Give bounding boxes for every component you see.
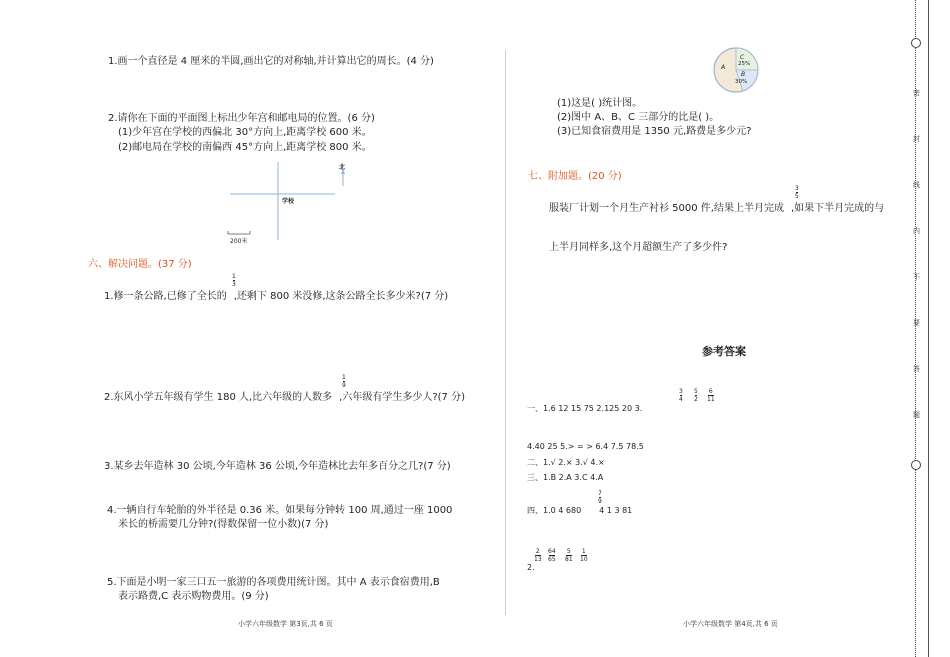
- pie-label-b: B: [741, 71, 746, 78]
- problem-5-line-2: 表示路费,C 表示购物费用。(9 分): [118, 591, 269, 602]
- page-divider: [505, 50, 506, 615]
- section-6-points: (37 分): [158, 259, 192, 270]
- bonus-problem-line-2: 上半月同样多,这个月超额生产了多少件?: [549, 242, 728, 253]
- question-2-part-1: (1)少年宫在学校的西偏北 30°方向上,距离学校 600 米。: [118, 127, 372, 138]
- problem-4-line-2: 米长的桥需要几分钟?(得数保留一位小数)(7 分): [118, 519, 329, 530]
- answer-fraction-8: 1 10: [580, 548, 588, 563]
- binding-char-4: 内: [913, 227, 920, 235]
- binding-hole-bottom: [911, 460, 921, 470]
- answer-fraction-1: 3 4: [679, 388, 683, 403]
- problem-5-line-1: 5.下面是小明一家三口五一旅游的各项费用统计图。其中 A 表示食宿费用,B: [107, 577, 440, 588]
- answer-key-title: 参考答案: [702, 345, 746, 358]
- pie-question-1: (1)这是( )统计图。: [557, 98, 643, 109]
- answer-line-5: [527, 505, 632, 516]
- binding-char-2: 封: [913, 135, 920, 143]
- map-scale-label: 200米: [230, 238, 248, 245]
- problem-1: [104, 287, 448, 302]
- problem-3: 3.某乡去年造林 30 公顷,今年造林 36 公顷,今年造林比去年多百分之几?(7 分): [104, 461, 451, 472]
- bonus-fraction: 3 5: [795, 185, 799, 200]
- problem-2-text-b: ,六年级有学生多少人?(7 分): [339, 392, 466, 403]
- section-7-title: 七、附加题。: [528, 171, 588, 182]
- bonus-text-b: ,如果下半月完成的与: [791, 203, 885, 214]
- problem-2-text-a: 2.东风小学五年级有学生 180 人,比六年级的人数多: [104, 392, 333, 403]
- binding-char-1: 密: [913, 89, 920, 97]
- section-7-points: (20 分): [588, 171, 622, 182]
- answer-line-5-b: 4 1 3 81: [599, 506, 633, 515]
- answer-line-2: 4.40 25 5.> = > 6.4 7.5 78.5: [527, 442, 644, 451]
- problem-1-fraction: 1 3: [232, 273, 236, 288]
- map-school-label: 学校: [282, 198, 295, 205]
- question-2: 2.请你在下面的平面图上标出少年宫和邮电局的位置。(6 分): [108, 113, 375, 124]
- pie-label-b-percent: 30%: [735, 79, 748, 85]
- answer-line-4: 三、1.B 2.A 3.C 4.A: [527, 473, 604, 482]
- binding-hole-top: [911, 38, 921, 48]
- question-1: 1.画一个直径是 4 厘米的半圆,画出它的对称轴,并计算出它的周长。(4 分): [108, 56, 434, 67]
- left-page-footer: 小学六年级数学 第3页,共 6 页: [238, 620, 333, 628]
- section-6-title: 六、解决问题。: [88, 259, 158, 270]
- problem-4-line-1: 4.一辆自行车轮胎的外半径是 0.36 米。如果每分钟转 100 周,通过一座 1000: [107, 505, 453, 516]
- answer-fraction-5: 2 13: [534, 548, 542, 563]
- binding-char-3: 线: [913, 181, 920, 189]
- binding-dotted-line: [915, 0, 917, 657]
- binding-char-8: 题: [913, 411, 920, 419]
- answer-fraction-2: 5 2: [694, 388, 698, 403]
- answer-fraction-6: 64 65: [548, 548, 556, 563]
- question-2-part-2: (2)邮电局在学校的南偏西 45°方向上,距离学校 800 米。: [118, 142, 372, 153]
- binding-char-7: 答: [913, 365, 920, 373]
- answer-fraction-4: 7 9: [598, 490, 602, 505]
- map-north-label: 北: [339, 164, 346, 171]
- answer-fraction-7: 5 81: [565, 548, 573, 563]
- answer-line-3: 二、1.√ 2.× 3.√ 4.×: [527, 458, 605, 467]
- binding-char-6: 要: [913, 319, 920, 327]
- section-6-heading: [88, 255, 192, 270]
- answer-line-6-label: 2.: [527, 563, 535, 572]
- answer-fraction-3: 6 11: [707, 388, 715, 403]
- answer-line-5-a: 四、1.0 4 680: [527, 506, 582, 515]
- bonus-text-a: 服装厂计划一个月生产衬衫 5000 件,结果上半月完成: [549, 203, 784, 214]
- expense-pie-chart: [712, 46, 760, 94]
- bonus-problem-line-1: [549, 199, 884, 214]
- section-7-heading: [528, 167, 622, 182]
- pie-question-3: (3)已知食宿费用是 1350 元,路费是多少元?: [557, 126, 752, 137]
- pie-label-a: A: [721, 64, 726, 71]
- right-page-footer: 小学六年级数学 第4页,共 6 页: [683, 620, 778, 628]
- answer-line-1: 一、1.6 12 15 75 2.125 20 3.: [527, 404, 643, 413]
- pie-question-2: (2)图中 A、B、C 三部分的比是( )。: [557, 112, 720, 123]
- binding-edge-line: [928, 0, 929, 657]
- problem-1-text-b: ,还剩下 800 米没修,这条公路全长多少米?(7 分): [233, 291, 449, 302]
- pie-label-c: C: [740, 54, 745, 61]
- problem-2-fraction: 1 9: [342, 374, 346, 389]
- binding-char-5: 不: [913, 273, 920, 281]
- problem-2: [104, 388, 465, 403]
- pie-label-c-percent: 25%: [738, 61, 751, 67]
- problem-1-text-a: 1.修一条公路,已修了全长的: [104, 291, 227, 302]
